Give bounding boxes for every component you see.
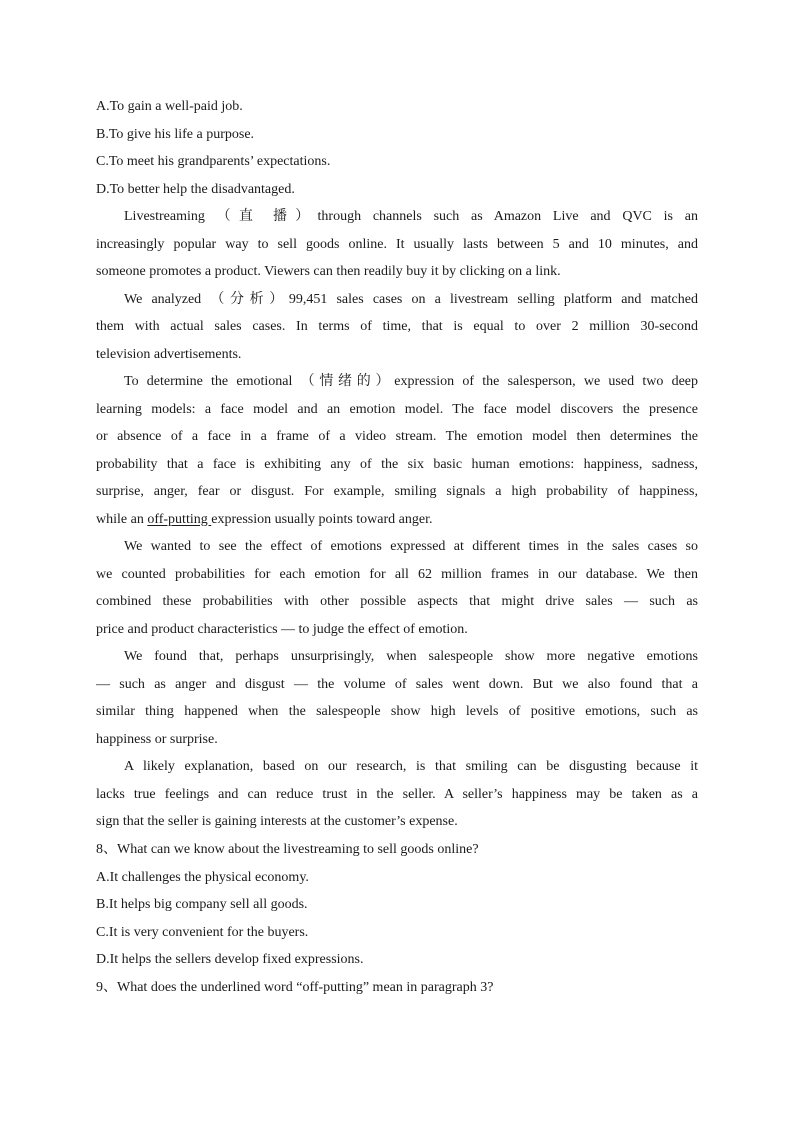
- question-9: [96, 974, 698, 1002]
- previous-question-options: [96, 93, 698, 203]
- document-page: [96, 93, 698, 1002]
- paragraph-line: We found that, perhaps unsurprisingly, when salespeople show more negative emotions: [124, 649, 698, 664]
- text-span: expression usually points toward anger.: [211, 511, 433, 527]
- option-b: B.It helps big company sell all goods.: [96, 897, 308, 912]
- paragraph-line: happiness or surprise.: [96, 731, 218, 747]
- paragraph-line: we counted probabilities for each emotion for all 62 million frames in our database. We then: [96, 566, 698, 582]
- option-b: B.To give his life a purpose.: [96, 126, 255, 142]
- paragraph-6: [96, 753, 698, 836]
- paragraph-line: learning models: a face model and an emotion model. The face model discovers the presence: [96, 401, 698, 417]
- paragraph-2: [96, 286, 698, 369]
- option-d: D.To better help the disadvantaged.: [96, 181, 295, 197]
- paragraph-line: We wanted to see the effect of emotions expressed at different times in the sales cases so: [124, 539, 698, 554]
- paragraph-1: [96, 203, 698, 286]
- paragraph-5: [96, 643, 698, 753]
- paragraph-line: We analyzed （分析）99,451 sales cases on a livestream selling platform and matched: [124, 291, 698, 307]
- paragraph-line: television advertisements.: [96, 346, 242, 362]
- paragraph-line: similar thing happened when the salespeople show high levels of positive emotions, such as: [96, 704, 698, 719]
- paragraph-line: Livestreaming （直 播）through channels such as Amazon Live and QVC is an: [124, 209, 698, 224]
- paragraph-line: [96, 506, 698, 534]
- paragraph-line: lacks true feelings and can reduce trust in the seller. A seller’s happiness may be taken as a: [96, 786, 698, 802]
- paragraph-line: surprise, anger, fear or disgust. For example, smiling signals a high probability of happiness,: [96, 484, 698, 499]
- option-c: C.It is very convenient for the buyers.: [96, 924, 309, 940]
- paragraph-line: increasingly popular way to sell goods online. It usually lasts between 5 and 10 minutes, and: [96, 236, 698, 252]
- option-a: A.To gain a well-paid job.: [96, 99, 243, 114]
- text-span: while an: [96, 511, 148, 527]
- option-a: A.It challenges the physical economy.: [96, 869, 309, 885]
- question-stem: 9、What does the underlined word “off-putting” mean in paragraph 3?: [96, 979, 494, 995]
- paragraph-line: To determine the emotional （情绪的）expression of the salesperson, we used two deep: [124, 374, 698, 389]
- question-8: [96, 836, 698, 974]
- paragraph-line: price and product characteristics — to judge the effect of emotion.: [96, 621, 468, 637]
- option-d: D.It helps the sellers develop fixed expressions.: [96, 952, 364, 967]
- paragraph-4: [96, 533, 698, 643]
- underlined-word: off-putting: [147, 511, 212, 527]
- paragraph-line: someone promotes a product. Viewers can then readily buy it by clicking on a link.: [96, 264, 561, 279]
- question-stem: 8、What can we know about the livestreaming to sell goods online?: [96, 841, 479, 857]
- option-c: C.To meet his grandparents’ expectations.: [96, 154, 331, 169]
- paragraph-line: them with actual sales cases. In terms of time, that is equal to over 2 million 30-second: [96, 319, 698, 334]
- paragraph-line: probability that a face is exhibiting any of the six basic human emotions: happiness, sadness,: [96, 456, 698, 472]
- paragraph-line: sign that the seller is gaining interests at the customer’s expense.: [96, 814, 458, 829]
- paragraph-line: — such as anger and disgust — the volume of sales went down. But we also found that a: [96, 676, 698, 692]
- paragraph-line: combined these probabilities with other possible aspects that might drive sales — such as: [96, 594, 698, 609]
- paragraph-3: [96, 368, 698, 533]
- paragraph-line: A likely explanation, based on our research, is that smiling can be disgusting because it: [124, 759, 698, 774]
- paragraph-line: or absence of a face in a frame of a video stream. The emotion model then determines the: [96, 429, 698, 444]
